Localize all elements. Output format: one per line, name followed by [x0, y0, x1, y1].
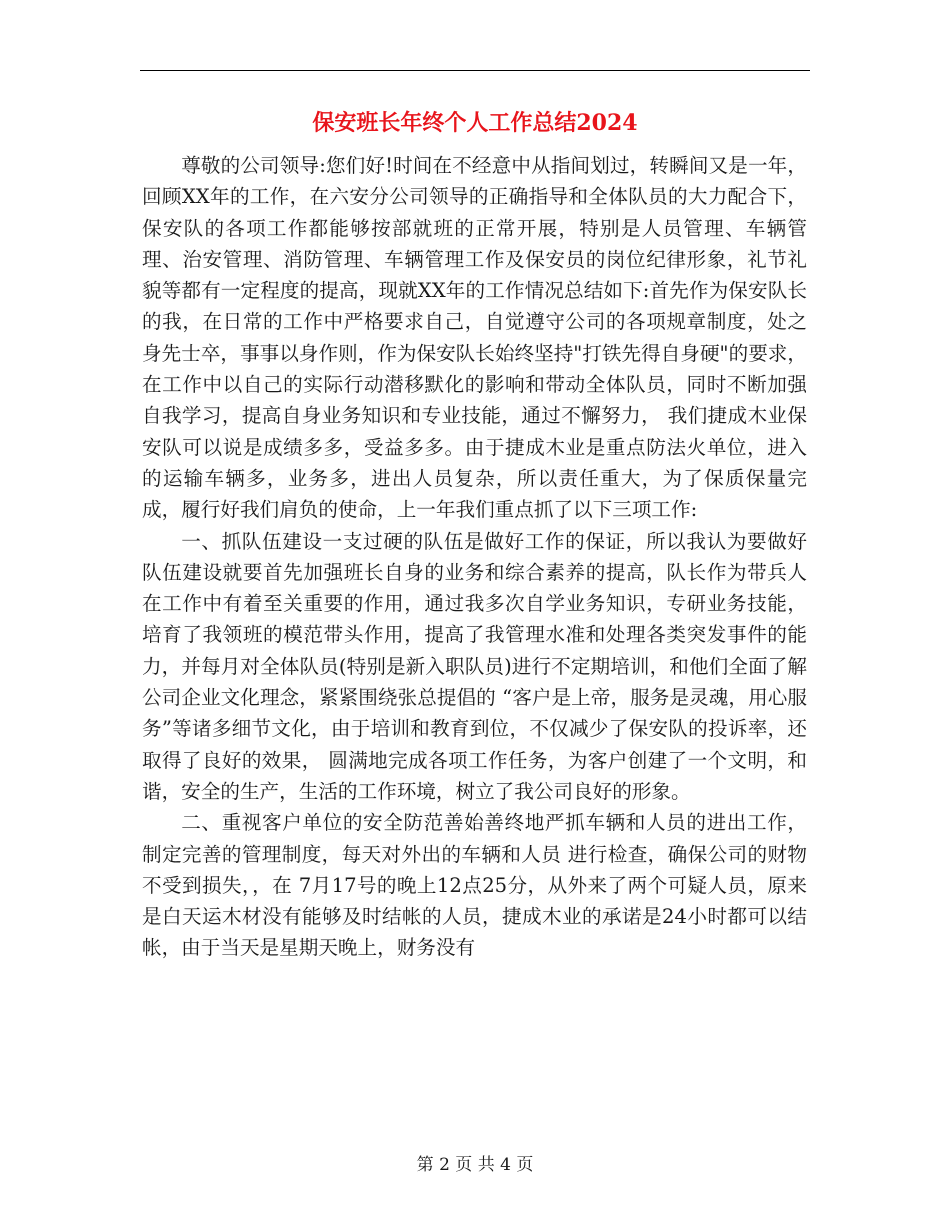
paragraph-section-1: 一、抓队伍建设一支过硬的队伍是做好工作的保证，所以我认为要做好队伍建设就要首先加强班长自身的业务和综合素养的提高，队长作为带兵人在工作中有着至关重要的作用，通过我多次自学业务知识，专研业务技能，培育了我领班的模范带头作用，提高了我管理水准和处理各类突发事件的能力，并每月对全体队员(特别是新入职队员)进行不定期培训，和他们全面了解公司企业文化理念，紧紧围绕张总提倡的 “客户是上帝，服务是灵魂，用心服务”等诸多细节文化，由于培训和教育到位，不仅减少了保安队的投诉率，还取得了良好的效果， 圆满地完成各项工作任务，为客户创建了一个文明，和谐，安全的生产，生活的工作环境，树立了我公司良好的形象。 — [142, 529, 807, 803]
paragraph-intro: 尊敬的公司领导:您们好!时间在不经意中从指间划过，转瞬间又是一年，回顾XX年的工作，在六安分公司领导的正确指导和全体队员的大力配合下，保安队的各项工作都能够按部就班的正常开展，特别是人员管理、车辆管理、治安管理、消防管理、车辆管理工作及保安员的岗位纪律形象，礼节礼貌等都有一定程度的提高，现就XX年的工作情况总结如下:首先作为保安队长的我，在日常的工作中严格要求自己，自觉遵守公司的各项规章制度，处之身先士卒，事事以身作则，作为保安队长始终坚持"打铁先得自身硬"的要求，在工作中以自己的实际行动潜移默化的影响和带动全体队员，同时不断加强自我学习，提高自身业务知识和专业技能，通过不懈努力， 我们捷成木业保安队可以说是成绩多多，受益多多。由于捷成木业是重点防法火单位，进入的运输车辆多，业务多，进出人员复杂，所以责任重大，为了保质保量完成，履行好我们肩负的使命，上一年我们重点抓了以下三项工作: — [142, 154, 807, 522]
page-number: 第 2 页 共 4 页 — [416, 1155, 534, 1175]
document-title: 保安班长年终个人工作总结2024 — [312, 110, 638, 136]
header-rule — [140, 70, 810, 71]
document-body — [142, 150, 807, 964]
paragraph-section-2: 二、重视客户单位的安全防范善始善终地严抓车辆和人员的进出工作，制定完善的管理制度，每天对外出的车辆和人员 进行检查，确保公司的财物不受到损失，，在 7月17号的晚上12点25分，从外来了两个可疑人员，原来是白天运木材没有能够及时结帐的人员，捷成木业的承诺是24小时都可以结帐，由于当天是星期天晚上，财务没有 — [142, 811, 807, 960]
